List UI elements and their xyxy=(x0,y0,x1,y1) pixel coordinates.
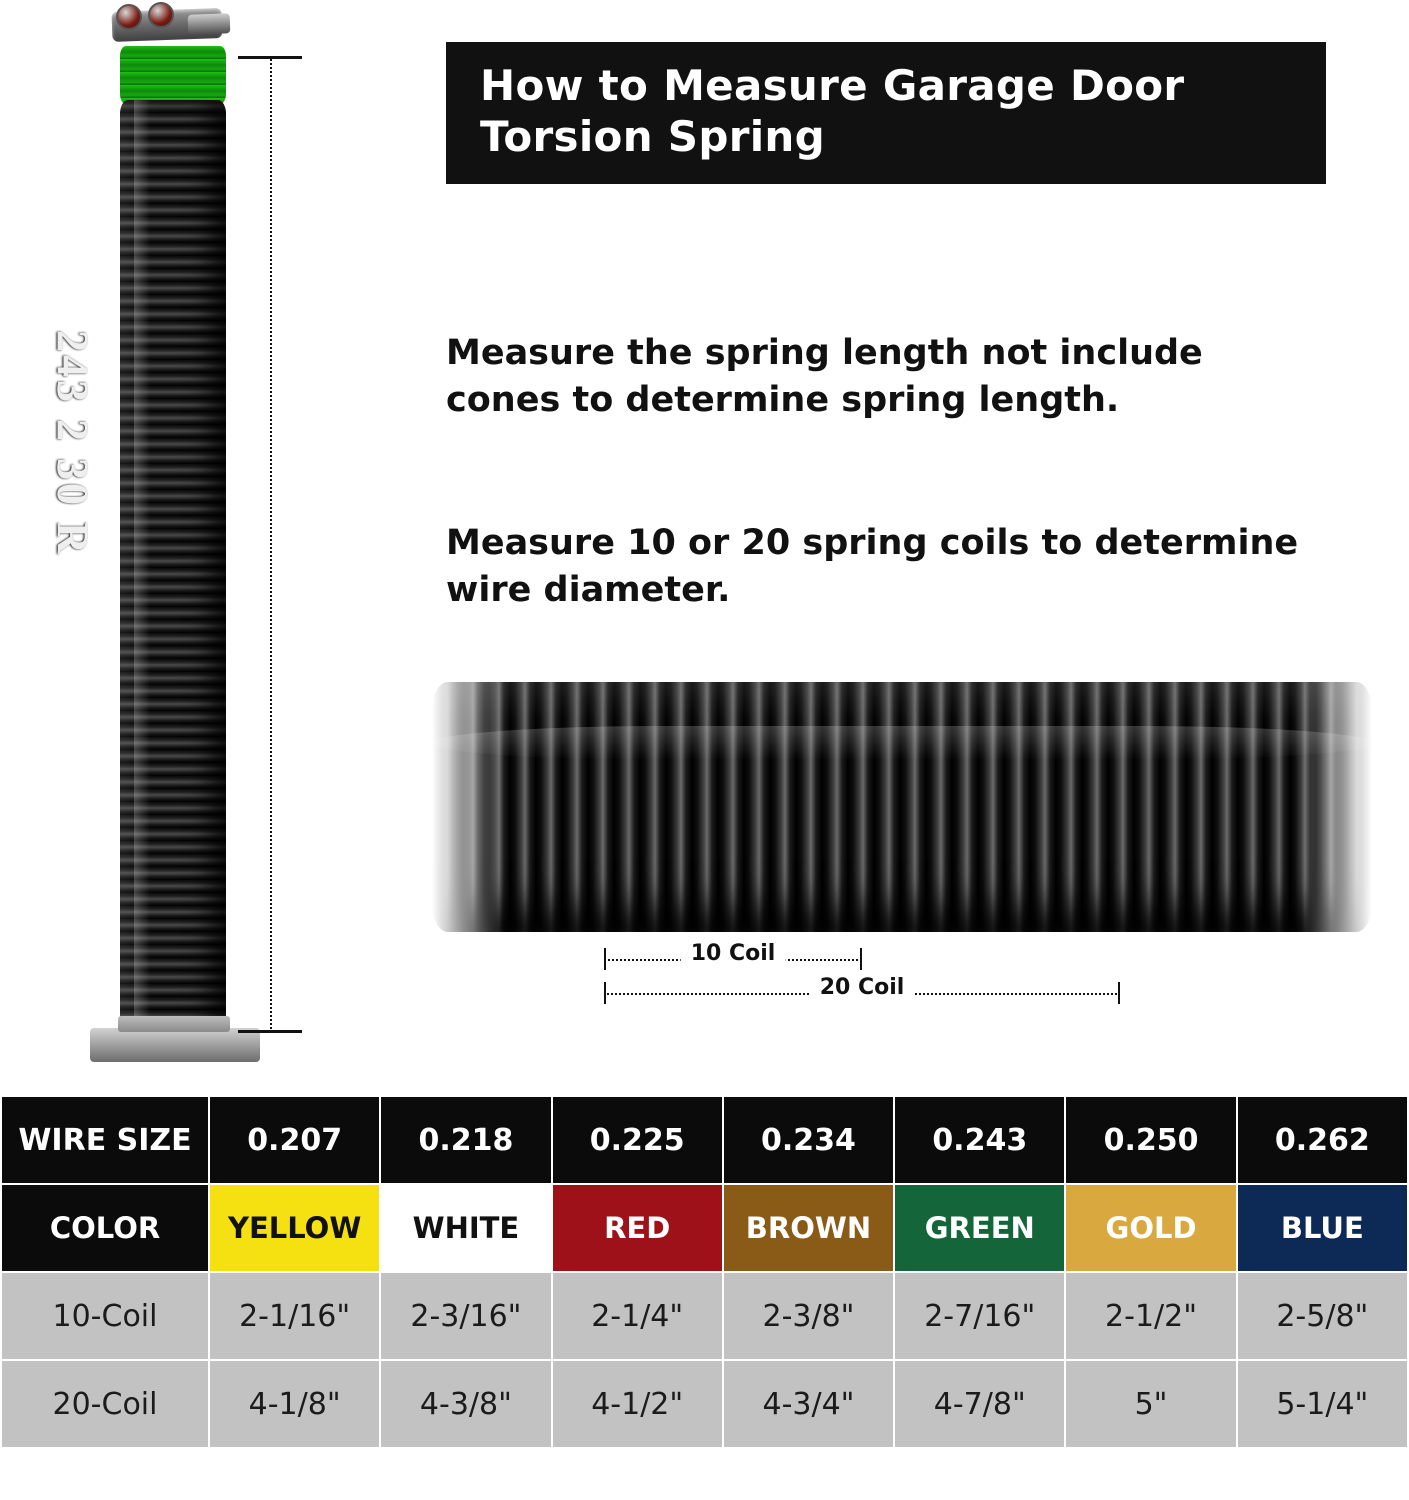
torsion-spring-illustration xyxy=(40,0,300,1080)
stationary-cone-plate xyxy=(90,1028,260,1062)
cell-10-coil-6: 2-1/2" xyxy=(1065,1272,1236,1360)
coil-fade-right xyxy=(1302,682,1372,932)
cell-color-green: GREEN xyxy=(894,1184,1065,1272)
cell-20-coil-3: 4-1/2" xyxy=(552,1360,723,1448)
callout-10-coil xyxy=(604,941,862,972)
callout-end-right xyxy=(1118,982,1120,1004)
row-label-10-coil: 10-Coil xyxy=(1,1272,209,1360)
callout-10-coil-label: 10 Coil xyxy=(681,941,786,966)
coil-closeup-illustration xyxy=(432,682,1372,944)
callout-20-coil xyxy=(604,975,1120,1006)
cell-color-brown: BROWN xyxy=(723,1184,894,1272)
table-row-wire-size xyxy=(1,1096,1408,1184)
row-label-wire-size: WIRE SIZE xyxy=(1,1096,209,1184)
row-label-color: COLOR xyxy=(1,1184,209,1272)
cell-wire-size-4: 0.234 xyxy=(723,1096,894,1184)
cell-10-coil-1: 2-1/16" xyxy=(209,1272,380,1360)
page-title-line-1: How to Measure Garage Door xyxy=(480,61,1185,110)
measurement-dotted-line xyxy=(270,56,272,1032)
callout-end-right xyxy=(860,948,862,970)
cell-20-coil-6: 5" xyxy=(1065,1360,1236,1448)
cell-color-gold: GOLD xyxy=(1065,1184,1236,1272)
spring-stamp-label: 243 2 30 R xyxy=(48,330,97,557)
cell-wire-size-3: 0.225 xyxy=(552,1096,723,1184)
measurement-tick-bottom xyxy=(238,1030,302,1033)
wire-size-table xyxy=(0,1095,1409,1449)
cell-wire-size-5: 0.243 xyxy=(894,1096,1065,1184)
cell-10-coil-7: 2-5/8" xyxy=(1237,1272,1408,1360)
cell-20-coil-5: 4-7/8" xyxy=(894,1360,1065,1448)
table-row-20-coil xyxy=(1,1360,1408,1448)
winding-cone-icon xyxy=(102,2,230,48)
cell-wire-size-1: 0.207 xyxy=(209,1096,380,1184)
instruction-text-1: Measure the spring length not include cones to determine spring length. xyxy=(446,333,1203,420)
page-title-line-2: Torsion Spring xyxy=(480,112,825,162)
cell-color-blue: BLUE xyxy=(1237,1184,1408,1272)
title-banner xyxy=(446,42,1326,184)
callout-20-coil-label: 20 Coil xyxy=(810,975,915,1000)
cell-20-coil-7: 5-1/4" xyxy=(1237,1360,1408,1448)
table-row-color xyxy=(1,1184,1408,1272)
table-row-10-coil xyxy=(1,1272,1408,1360)
coil-body xyxy=(432,682,1372,932)
spring-coil-body xyxy=(120,100,226,1030)
cell-20-coil-2: 4-3/8" xyxy=(380,1360,551,1448)
cell-wire-size-6: 0.250 xyxy=(1065,1096,1236,1184)
cell-20-coil-4: 4-3/4" xyxy=(723,1360,894,1448)
cell-10-coil-5: 2-7/16" xyxy=(894,1272,1065,1360)
cell-20-coil-1: 4-1/8" xyxy=(209,1360,380,1448)
set-screw-icon xyxy=(116,4,142,30)
cell-color-yellow: YELLOW xyxy=(209,1184,380,1272)
instruction-text-2: Measure 10 or 20 spring coils to determine wire diameter. xyxy=(446,523,1299,610)
cell-wire-size-7: 0.262 xyxy=(1237,1096,1408,1184)
cell-wire-size-2: 0.218 xyxy=(380,1096,551,1184)
coil-fade-left xyxy=(432,682,502,932)
cone-shaft xyxy=(188,13,231,34)
cell-10-coil-3: 2-1/4" xyxy=(552,1272,723,1360)
row-label-20-coil: 20-Coil xyxy=(1,1360,209,1448)
cell-color-red: RED xyxy=(552,1184,723,1272)
set-screw-icon xyxy=(148,2,174,28)
cell-color-white: WHITE xyxy=(380,1184,551,1272)
cell-10-coil-2: 2-3/16" xyxy=(380,1272,551,1360)
green-color-code-band xyxy=(120,46,226,104)
cell-10-coil-4: 2-3/8" xyxy=(723,1272,894,1360)
